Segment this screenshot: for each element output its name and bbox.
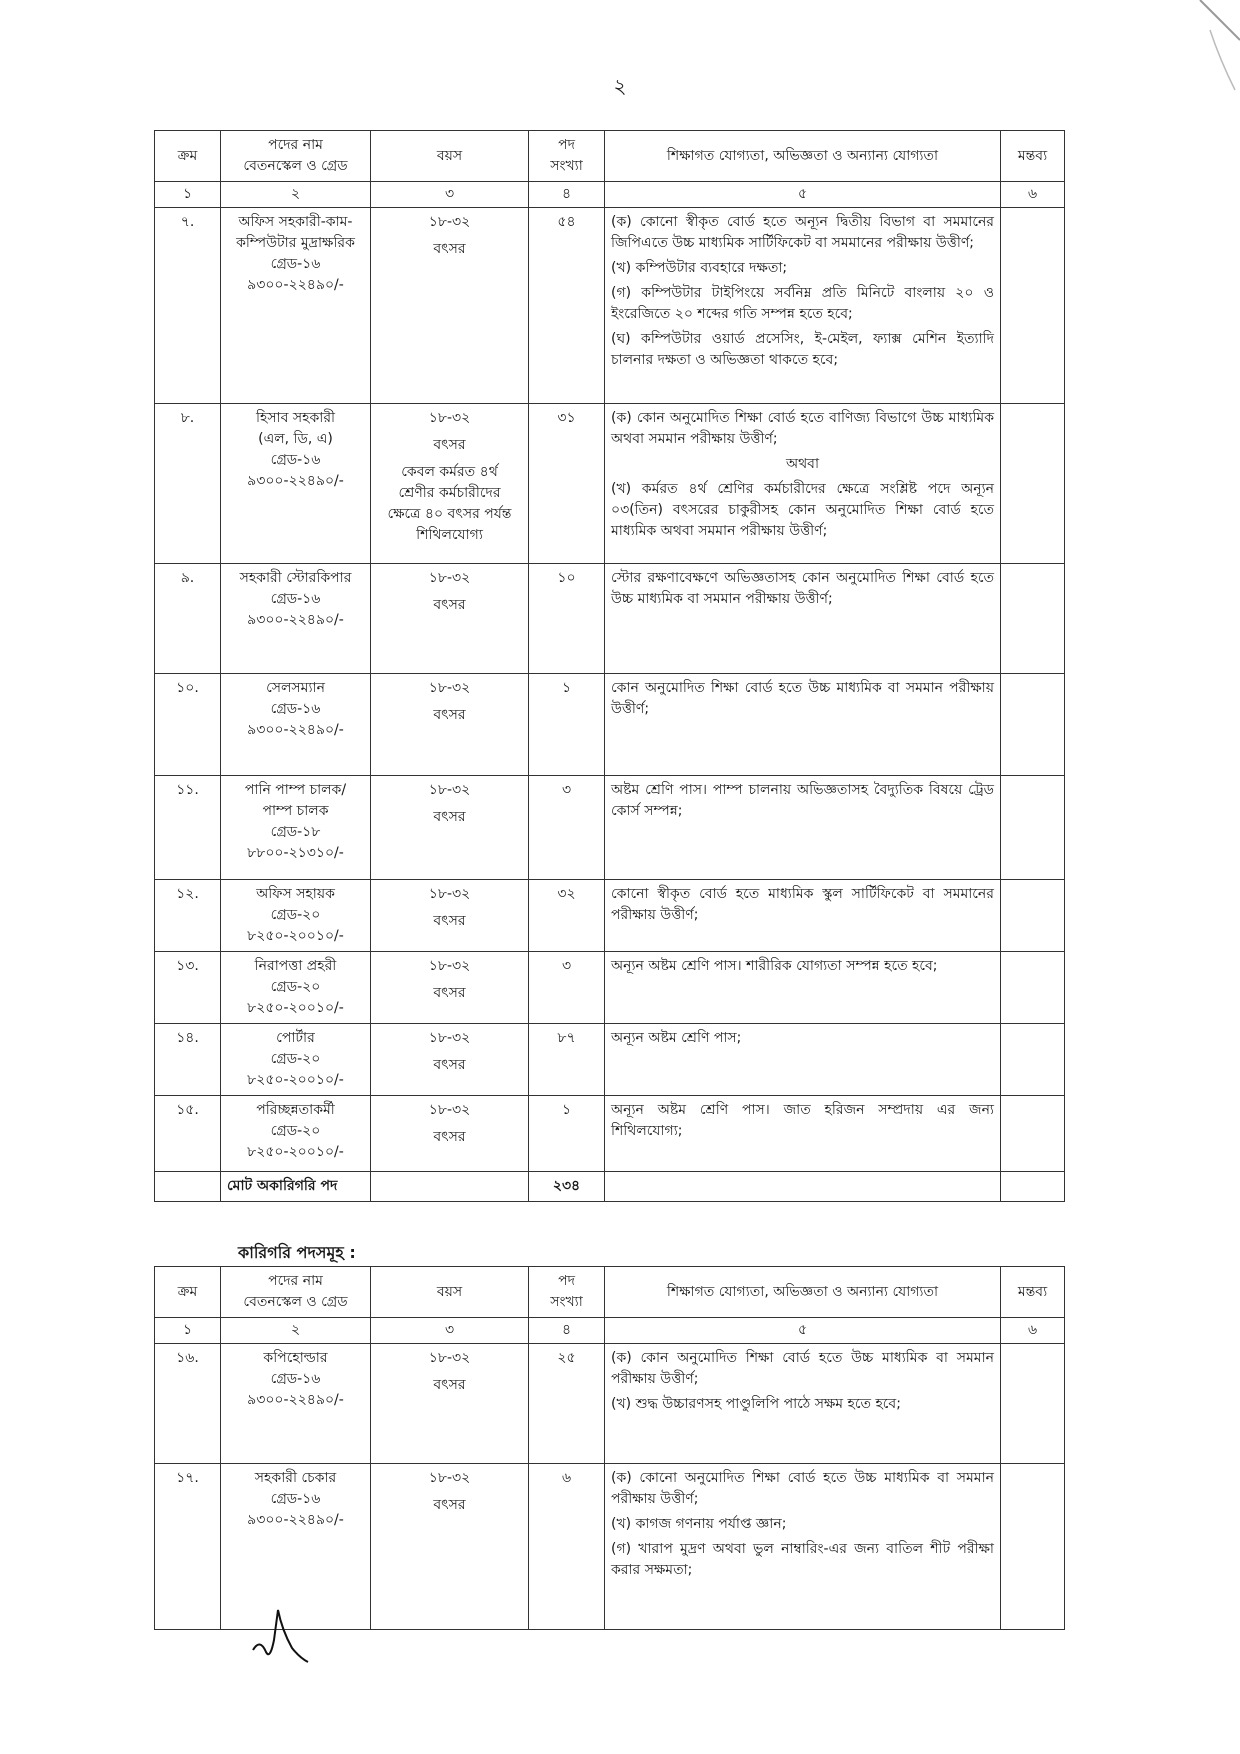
qualification-cell [605, 952, 1001, 1024]
post-name-line: পরিচ্ছন্নতাকর্মী [256, 1102, 335, 1118]
post-name-cell [221, 208, 371, 404]
age-line: বৎসর [433, 809, 466, 825]
serial-cell: ১৪. [155, 1024, 221, 1096]
serial-cell: ১৫. [155, 1096, 221, 1172]
age-cell [371, 776, 529, 880]
qualification-item: (ক) কোন অনুমোদিত শিক্ষা বোর্ড হতে বাণিজ্য বিভাগে উচ্চ মাধ্যমিক অথবা সমমান পরীক্ষায় উত্তীর্ণ; [611, 410, 994, 447]
column-header: পদের নাম বেতনস্কেল ও গ্রেড [221, 1267, 371, 1318]
qualification-item: (গ) কম্পিউটার টাইপিংয়ে সর্বনিম্ন প্রতি মিনিটে বাংলায় ২০ ও ইংরেজিতে ২০ শব্দের গতি সম্পন্ন হতে হবে; [611, 285, 994, 322]
post-name-line: ৯৩০০-২২৪৯০/- [247, 1512, 344, 1528]
column-header: মন্তব্য [1001, 1267, 1065, 1318]
post-name-line: ৯৩০০-২২৪৯০/- [247, 277, 344, 293]
age-line: ১৮-৩২ [428, 782, 471, 798]
post-name-line: ৯৩০০-২২৪৯০/- [247, 722, 344, 738]
post-name-line: সহকারী চেকার [254, 1470, 337, 1486]
qualification-item: অন্যূন অষ্টম শ্রেণি পাস; [611, 1030, 742, 1046]
post-count-cell: ৩২ [529, 880, 605, 952]
qualification-cell [605, 208, 1001, 404]
post-name-line: অফিস সহকারী-কাম- [238, 214, 353, 230]
post-name-line: পানি পাম্প চালক/ [244, 782, 347, 798]
post-count-cell: ৬ [529, 1464, 605, 1630]
table-row [155, 1024, 1065, 1096]
post-name-line: গ্রেড-১৮ [270, 824, 321, 840]
remark-cell [1001, 1024, 1065, 1096]
post-name-cell [221, 952, 371, 1024]
age-cell [371, 404, 529, 564]
age-cell [371, 952, 529, 1024]
post-count-cell: ১ [529, 1096, 605, 1172]
column-number: ১ [155, 1318, 221, 1344]
table-row [155, 208, 1065, 404]
post-count-cell: ৮৭ [529, 1024, 605, 1096]
qualification-item: (ক) কোনো অনুমোদিত শিক্ষা বোর্ড হতে উচ্চ মাধ্যমিক বা সমমান পরীক্ষায় উত্তীর্ণ; [611, 1470, 994, 1507]
post-name-cell [221, 674, 371, 776]
column-header: শিক্ষাগত যোগ্যতা, অভিজ্ঞতা ও অন্যান্য যোগ্যতা [605, 1267, 1001, 1318]
total-label: মোট অকারিগরি পদ [221, 1172, 371, 1202]
column-number: ৪ [529, 1318, 605, 1344]
post-name-line: গ্রেড-১৬ [270, 1371, 321, 1387]
column-header: ক্রম [155, 1267, 221, 1318]
post-name-line: ৯৩০০-২২৪৯০/- [247, 473, 344, 489]
column-header: পদের নাম বেতনস্কেল ও গ্রেড [221, 131, 371, 182]
total-count: ২৩৪ [529, 1172, 605, 1202]
post-count-cell: ২৫ [529, 1344, 605, 1464]
remark-cell [1001, 404, 1065, 564]
serial-cell: ১৭. [155, 1464, 221, 1630]
post-name-line: কম্পিউটার মুদ্রাক্ষরিক [236, 235, 355, 251]
column-header: পদ সংখ্যা [529, 1267, 605, 1318]
remark-cell [1001, 1464, 1065, 1630]
serial-cell: ৭. [155, 208, 221, 404]
remark-cell [1001, 1344, 1065, 1464]
post-count-cell: ৩ [529, 776, 605, 880]
signature [248, 1600, 328, 1674]
age-line: ১৮-৩২ [428, 1102, 471, 1118]
age-cell [371, 1096, 529, 1172]
column-number: ৫ [605, 1318, 1001, 1344]
age-line: ১৮-৩২ [428, 958, 471, 974]
qualification-cell [605, 880, 1001, 952]
qualification-item: (ঘ) কম্পিউটার ওয়ার্ড প্রসেসিং, ই-মেইল, ফ্যাক্স মেশিন ইত্যাদি চালনার দক্ষতা ও অভিজ্ঞতা থাকতে হবে; [611, 331, 994, 368]
qualification-cell [605, 404, 1001, 564]
post-name-line: অফিস সহায়ক [256, 886, 335, 902]
age-line: ১৮-৩২ [428, 214, 471, 230]
age-line: বৎসর [433, 597, 466, 613]
qualification-cell [605, 776, 1001, 880]
post-name-line: গ্রেড-১৬ [270, 591, 321, 607]
remark-cell [1001, 564, 1065, 674]
age-cell [371, 674, 529, 776]
serial-cell: ৯. [155, 564, 221, 674]
remark-cell [1001, 674, 1065, 776]
age-line: বৎসর [433, 985, 466, 1001]
qualification-item: (ক) কোন অনুমোদিত শিক্ষা বোর্ড হতে উচ্চ মাধ্যমিক বা সমমান পরীক্ষায় উত্তীর্ণ; [611, 1350, 994, 1387]
age-line: ১৮-৩২ [428, 1030, 471, 1046]
post-count-cell: ৫৪ [529, 208, 605, 404]
qualification-item: স্টোর রক্ষণাবেক্ষণে অভিজ্ঞতাসহ কোন অনুমোদিত শিক্ষা বোর্ড হতে উচ্চ মাধ্যমিক বা সমমান পরীক্ষায় উত্তীর্ণ; [611, 570, 994, 607]
post-name-line: ৮৮০০-২১৩১০/- [247, 845, 344, 861]
qualification-item: (খ) শুদ্ধ উচ্চারণসহ পাণ্ডুলিপি পাঠে সক্ষম হতে হবে; [611, 1396, 901, 1412]
age-cell [371, 1344, 529, 1464]
post-name-line: পোর্টার [276, 1030, 315, 1046]
serial-cell: ১১. [155, 776, 221, 880]
column-number: ৬ [1001, 1318, 1065, 1344]
column-header: শিক্ষাগত যোগ্যতা, অভিজ্ঞতা ও অন্যান্য যোগ্যতা [605, 131, 1001, 182]
table-row [155, 776, 1065, 880]
post-name-line: গ্রেড-২০ [270, 907, 321, 923]
post-name-line: নিরাপত্তা প্রহরী [254, 958, 337, 974]
column-header: ক্রম [155, 131, 221, 182]
post-name-line: গ্রেড-১৬ [270, 701, 321, 717]
qualification-item: (ক) কোনো স্বীকৃত বোর্ড হতে অন্যূন দ্বিতীয় বিভাগ বা সমমানের জিপিএতে উচ্চ মাধ্যমিক সার্টিফিকেট বা সমমানের পরীক্ষায় উত্তীর্ণ; [611, 214, 994, 251]
table-row [155, 952, 1065, 1024]
column-number: ৩ [371, 182, 529, 208]
age-line: ১৮-৩২ [428, 680, 471, 696]
page-number: ২ [613, 74, 627, 98]
post-name-line: গ্রেড-২০ [270, 1051, 321, 1067]
table-row [155, 564, 1065, 674]
age-line: বৎসর [433, 1057, 466, 1073]
non-technical-posts-table [154, 130, 1065, 1202]
total-qual-cell [605, 1172, 1001, 1202]
age-cell [371, 1024, 529, 1096]
column-header: বয়স [371, 131, 529, 182]
scan-corner-mark [1090, 0, 1240, 124]
remark-cell [1001, 776, 1065, 880]
column-header: পদ সংখ্যা [529, 131, 605, 182]
age-line: ১৮-৩২ [428, 570, 471, 586]
table-row [155, 1344, 1065, 1464]
column-number: ৫ [605, 182, 1001, 208]
column-number: ৪ [529, 182, 605, 208]
post-name-cell [221, 1024, 371, 1096]
post-name-line: (এল, ডি, এ) [258, 431, 333, 447]
post-name-line: ৮২৫০-২০০১০/- [247, 1072, 344, 1088]
post-name-line: ৮২৫০-২০০১০/- [247, 1000, 344, 1016]
age-line: বৎসর [433, 1129, 466, 1145]
qualification-cell [605, 1024, 1001, 1096]
post-name-cell [221, 1344, 371, 1464]
post-name-line: গ্রেড-১৬ [270, 452, 321, 468]
serial-cell: ১০. [155, 674, 221, 776]
serial-cell: ৮. [155, 404, 221, 564]
qualification-item: অথবা [785, 456, 820, 472]
table-header-row [155, 1267, 1065, 1318]
post-name-cell [221, 564, 371, 674]
qualification-cell [605, 1464, 1001, 1630]
serial-cell: ১৩. [155, 952, 221, 1024]
technical-posts-table [154, 1266, 1065, 1630]
qualification-item: (খ) কর্মরত ৪র্থ শ্রেণির কর্মচারীদের ক্ষেত্রে সংশ্লিষ্ট পদে অন্যূন ০৩(তিন) বৎসরের চাকুরীসহ কোন অনুমোদিত শিক্ষা বোর্ড হতে মাধ্যমিক অথবা সমমান পরীক্ষায় উত্তীর্ণ; [611, 481, 994, 539]
table-header-row [155, 131, 1065, 182]
qualification-item: (গ) খারাপ মুদ্রণ অথবা ভুল নাম্বারিং-এর জন্য বাতিল শীট পরীক্ষা করার সক্ষমতা; [611, 1541, 994, 1578]
post-name-line: গ্রেড-১৬ [270, 1491, 321, 1507]
post-name-line: গ্রেড-২০ [270, 979, 321, 995]
table-row [155, 1096, 1065, 1172]
age-line: বৎসর [433, 437, 466, 453]
post-name-line: গ্রেড-১৬ [270, 256, 321, 272]
qualification-cell [605, 674, 1001, 776]
remark-cell [1001, 952, 1065, 1024]
age-line: বৎসর [433, 1377, 466, 1393]
post-count-cell: ১০ [529, 564, 605, 674]
qualification-item: (খ) কম্পিউটার ব্যবহারে দক্ষতা; [611, 260, 788, 276]
post-count-cell: ৩ [529, 952, 605, 1024]
qualification-item: (খ) কাগজ গণনায় পর্যাপ্ত জ্ঞান; [611, 1516, 787, 1532]
post-count-cell: ৩১ [529, 404, 605, 564]
age-line: ১৮-৩২ [428, 1470, 471, 1486]
age-line: বৎসর [433, 1497, 466, 1513]
post-name-line: পাম্প চালক [262, 803, 329, 819]
serial-cell: ১৬. [155, 1344, 221, 1464]
post-name-cell [221, 880, 371, 952]
post-name-cell [221, 1096, 371, 1172]
table-body [155, 1344, 1065, 1630]
column-number: ২ [221, 1318, 371, 1344]
qualification-cell [605, 1096, 1001, 1172]
age-line: বৎসর [433, 707, 466, 723]
remark-cell [1001, 208, 1065, 404]
post-name-line: সহকারী স্টোরকিপার [239, 570, 352, 586]
post-name-line: হিসাব সহকারী [255, 410, 336, 426]
age-cell [371, 880, 529, 952]
post-name-line: ৯৩০০-২২৪৯০/- [247, 612, 344, 628]
column-number: ৬ [1001, 182, 1065, 208]
remark-cell [1001, 880, 1065, 952]
serial-cell: ১২. [155, 880, 221, 952]
post-count-cell: ১ [529, 674, 605, 776]
column-number: ২ [221, 182, 371, 208]
qualification-cell [605, 564, 1001, 674]
qualification-item: কোন অনুমোদিত শিক্ষা বোর্ড হতে উচ্চ মাধ্যমিক বা সমমান পরীক্ষায় উত্তীর্ণ; [611, 680, 994, 717]
column-number: ১ [155, 182, 221, 208]
post-name-line: ৮২৫০-২০০১০/- [247, 1144, 344, 1160]
total-age-cell [371, 1172, 529, 1202]
age-cell [371, 564, 529, 674]
column-header: মন্তব্য [1001, 131, 1065, 182]
table-body [155, 208, 1065, 1172]
table-row [155, 674, 1065, 776]
post-name-line: গ্রেড-২০ [270, 1123, 321, 1139]
age-line: বৎসর [433, 913, 466, 929]
age-line: কেবল কর্মরত ৪র্থ শ্রেণীর কর্মচারীদের ক্ষেত্রে ৪০ বৎসর পর্যন্ত শিথিলযোগ্য [387, 464, 512, 543]
post-name-line: কপিহোল্ডার [263, 1350, 328, 1366]
qualification-item: অষ্টম শ্রেণি পাস। পাম্প চালনায় অভিজ্ঞতাসহ বৈদ্যুতিক বিষয়ে ট্রেড কোর্স সম্পন্ন; [611, 782, 994, 819]
column-header: বয়স [371, 1267, 529, 1318]
age-cell [371, 208, 529, 404]
total-remark-cell [1001, 1172, 1065, 1202]
table-row [155, 404, 1065, 564]
column-number: ৩ [371, 1318, 529, 1344]
age-line: ১৮-৩২ [428, 410, 471, 426]
section-title-technical-posts: কারিগরি পদসমূহ : [238, 1243, 356, 1262]
qualification-item: অন্যূন অষ্টম শ্রেণি পাস। জাত হরিজন সম্প্রদায় এর জন্য শিথিলযোগ্য; [611, 1102, 994, 1139]
table-row [155, 880, 1065, 952]
qualification-cell [605, 1344, 1001, 1464]
post-name-cell [221, 404, 371, 564]
post-name-cell [221, 776, 371, 880]
age-line: ১৮-৩২ [428, 886, 471, 902]
total-serial-cell [155, 1172, 221, 1202]
total-row [155, 1172, 1065, 1202]
post-name-line: ৯৩০০-২২৪৯০/- [247, 1392, 344, 1408]
qualification-item: অন্যূন অষ্টম শ্রেণি পাস। শারীরিক যোগ্যতা সম্পন্ন হতে হবে; [611, 958, 938, 974]
remark-cell [1001, 1096, 1065, 1172]
age-cell [371, 1464, 529, 1630]
post-name-line: সেলসম্যান [266, 680, 325, 696]
column-number-row [155, 182, 1065, 208]
age-line: ১৮-৩২ [428, 1350, 471, 1366]
age-line: বৎসর [433, 241, 466, 257]
qualification-item: কোনো স্বীকৃত বোর্ড হতে মাধ্যমিক স্কুল সার্টিফিকেট বা সমমানের পরীক্ষায় উত্তীর্ণ; [611, 886, 994, 923]
column-number-row [155, 1318, 1065, 1344]
post-name-line: ৮২৫০-২০০১০/- [247, 928, 344, 944]
